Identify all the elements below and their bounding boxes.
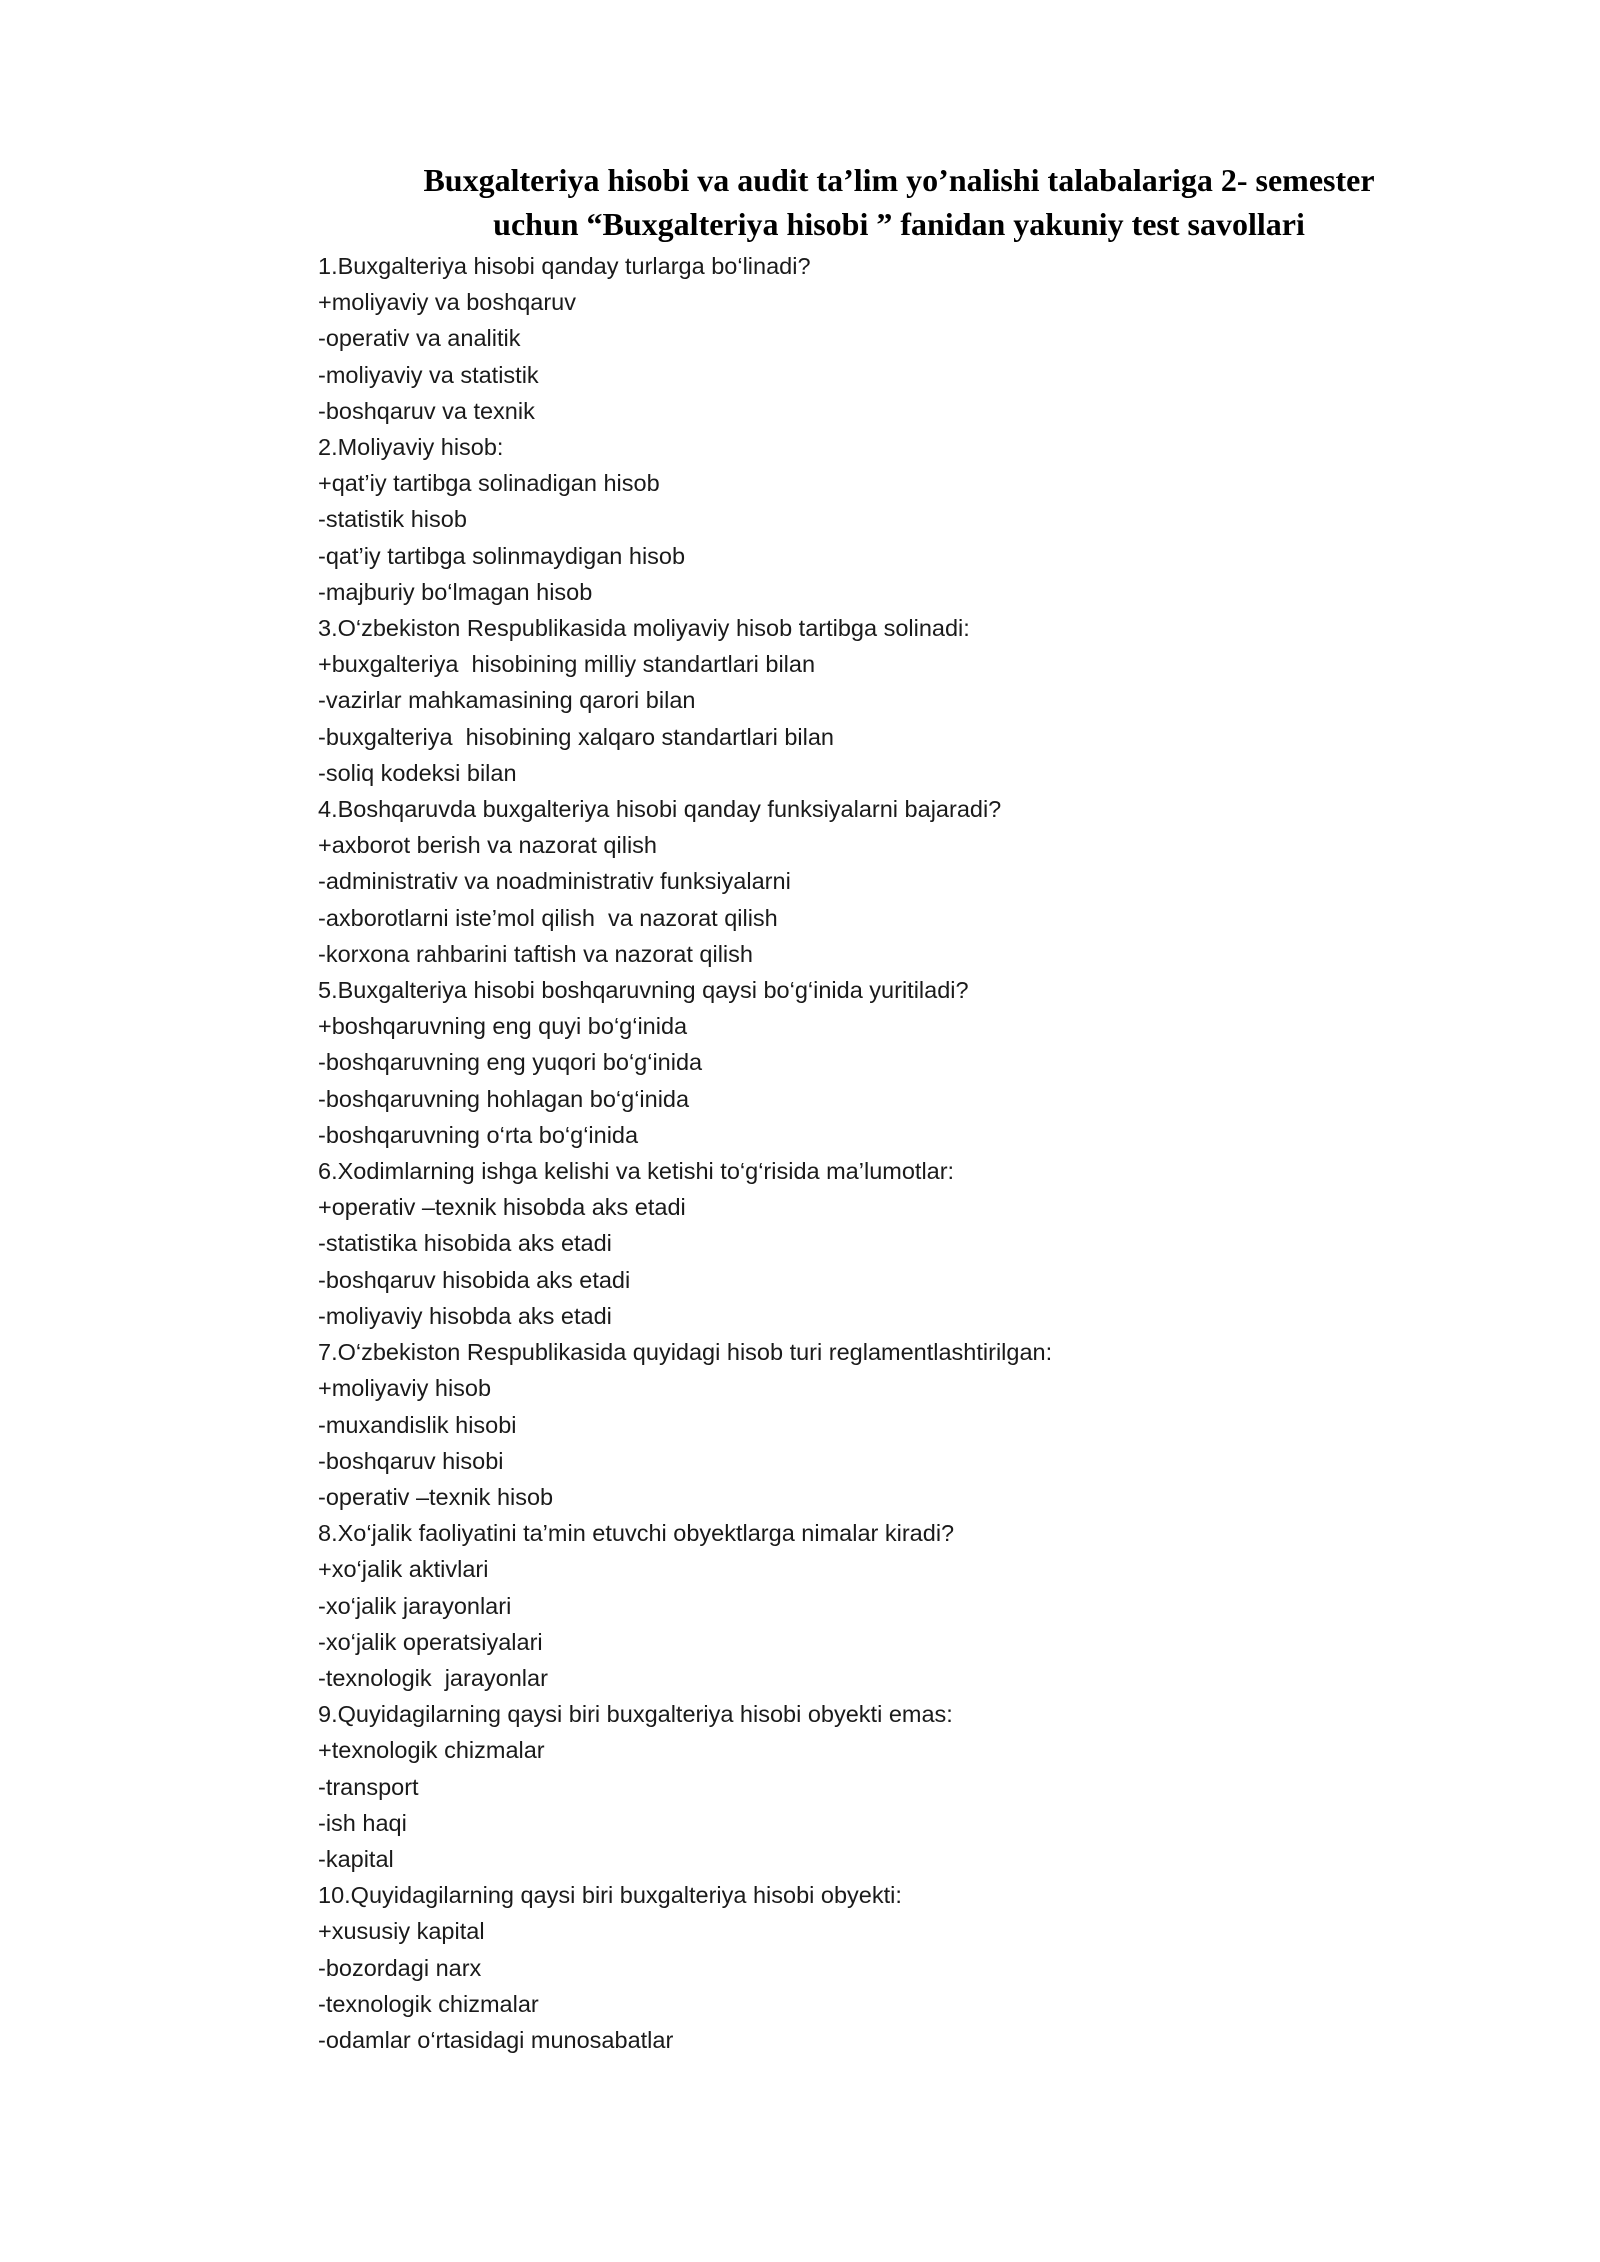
- answer-option: -axborotlarni iste’mol qilish va nazorat qilish: [318, 904, 778, 931]
- answer-option: -ish haqi: [318, 1809, 407, 1836]
- question-text: 7.O‘zbekiston Respublikasida quyidagi hisob turi reglamentlashtirilgan:: [318, 1339, 1053, 1366]
- answer-option: -muxandislik hisobi: [318, 1411, 517, 1438]
- answer-option: -texnologik jarayonlar: [318, 1664, 548, 1691]
- question-text: 1.Buxgalteriya hisobi qanday turlarga bo‘linadi?: [318, 253, 811, 279]
- question-text: 2.Moliyaviy hisob:: [318, 434, 504, 461]
- answer-option: -texnologik chizmalar: [318, 1990, 539, 2017]
- question-text: 5.Buxgalteriya hisobi boshqaruvning qaysi bo‘g‘inida yuritiladi?: [318, 977, 969, 1004]
- answer-option: +texnologik chizmalar: [318, 1737, 545, 1764]
- answer-option: +moliyaviy va boshqaruv: [318, 289, 576, 316]
- answer-option: -qat’iy tartibga solinmaydigan hisob: [318, 542, 686, 569]
- question-text: 4.Boshqaruvda buxgalteriya hisobi qanday funksiyalarni bajaradi?: [318, 796, 1002, 823]
- answer-option: +moliyaviy hisob: [318, 1375, 492, 1402]
- answer-option: +buxgalteriya hisobining milliy standartlari bilan: [318, 651, 816, 678]
- answer-option: +xususiy kapital: [318, 1918, 485, 1945]
- answer-option: +qat’iy tartibga solinadigan hisob: [318, 470, 660, 497]
- question-text: 9.Quyidagilarning qaysi biri buxgalteriya hisobi obyekti emas:: [318, 1701, 953, 1728]
- answer-option: +boshqaruvning eng quyi bo‘g‘inida: [318, 1013, 688, 1040]
- answer-option: -boshqaruv hisobida aks etadi: [318, 1266, 631, 1293]
- answer-option: -administrativ va noadministrativ funksiyalarni: [318, 868, 791, 895]
- answer-option: -buxgalteriya hisobining xalqaro standartlari bilan: [318, 723, 834, 750]
- answer-option: -majburiy bo‘lmagan hisob: [318, 578, 593, 605]
- answer-option: -kapital: [318, 1845, 394, 1872]
- answer-option: -boshqaruv hisobi: [318, 1447, 504, 1474]
- answer-option: +operativ –texnik hisobda aks etadi: [318, 1194, 686, 1221]
- question-text: 6.Xodimlarning ishga kelishi va ketishi to‘g‘risida ma’lumotlar:: [318, 1158, 955, 1185]
- answer-option: -moliyaviy hisobda aks etadi: [318, 1302, 612, 1329]
- answer-option: -boshqaruvning eng yuqori bo‘g‘inida: [318, 1049, 703, 1076]
- question-text: 10.Quyidagilarning qaysi biri buxgalteriya hisobi obyekti:: [318, 1882, 902, 1909]
- answer-option: -moliyaviy va statistik: [318, 361, 539, 388]
- question-text: 3.O‘zbekiston Respublikasida moliyaviy hisob tartibga solinadi:: [318, 615, 970, 642]
- answer-option: -xo‘jalik operatsiyalari: [318, 1628, 543, 1655]
- answer-option: -korxona rahbarini taftish va nazorat qilish: [318, 940, 753, 967]
- answer-option: -odamlar o‘rtasidagi munosabatlar: [318, 2026, 674, 2053]
- document-title: [318, 158, 1480, 246]
- answer-option: +xo‘jalik aktivlari: [318, 1556, 489, 1583]
- answer-option: +axborot berish va nazorat qilish: [318, 832, 657, 859]
- answer-option: -bozordagi narx: [318, 1954, 482, 1981]
- answer-option: -operativ va analitik: [318, 325, 521, 352]
- question-text: 8.Xo‘jalik faoliyatini ta’min etuvchi obyektlarga nimalar kiradi?: [318, 1520, 955, 1547]
- answer-option: -statistika hisobida aks etadi: [318, 1230, 612, 1257]
- answer-option: -statistik hisob: [318, 506, 467, 533]
- answer-option: -boshqaruv va texnik: [318, 397, 535, 424]
- answer-option: -soliq kodeksi bilan: [318, 759, 517, 786]
- answer-option: -vazirlar mahkamasining qarori bilan: [318, 687, 696, 714]
- answer-option: -transport: [318, 1773, 419, 1800]
- title-line-2: uchun “Buxgalteriya hisobi ” fanidan yakuniy test savollari: [493, 206, 1305, 242]
- answer-option: -boshqaruvning hohlagan bo‘g‘inida: [318, 1085, 690, 1112]
- answer-option: -operativ –texnik hisob: [318, 1483, 554, 1510]
- title-line-1: Buxgalteriya hisobi va audit ta’lim yo’nalishi talabalariga 2- semester: [423, 162, 1375, 198]
- answer-option: -boshqaruvning o‘rta bo‘g‘inida: [318, 1121, 639, 1148]
- question-list: [318, 248, 1480, 2058]
- answer-option: -xo‘jalik jarayonlari: [318, 1592, 512, 1619]
